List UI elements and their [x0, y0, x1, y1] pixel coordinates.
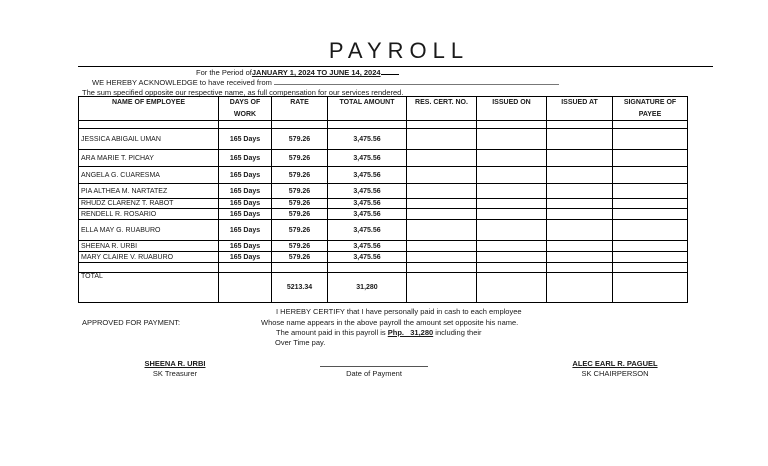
rate: 579.26: [272, 150, 328, 167]
issued-on: [477, 167, 547, 184]
chairperson-name: ALEC EARL R. PAGUEL: [572, 359, 658, 368]
total-rate: 5213.34: [272, 273, 328, 303]
rate: 579.26: [272, 241, 328, 252]
date-of-payment-label: Date of Payment: [346, 369, 402, 378]
table-row: [79, 150, 688, 167]
days-of-work: 165 Days: [219, 209, 272, 220]
signature-cell: [613, 209, 688, 220]
signature-cell: [613, 150, 688, 167]
grand-total-amount: 31,280: [328, 273, 407, 303]
issued-on: [477, 129, 547, 150]
total-amount: 3,475.56: [328, 220, 407, 241]
payroll-table: [78, 96, 688, 303]
employee-name: ARA MARIE T. PICHAY: [79, 150, 219, 167]
days-of-work: 165 Days: [219, 129, 272, 150]
res-cert-no: [407, 252, 477, 263]
header-rate: RATE: [272, 97, 328, 121]
res-cert-no: [407, 184, 477, 199]
treasurer-name: SHEENA R. URBI: [144, 359, 206, 368]
header-issued-on: ISSUED ON: [477, 97, 547, 121]
total-amount: 3,475.56: [328, 199, 407, 209]
table-row: [79, 252, 688, 263]
amount-line: [276, 328, 482, 337]
employee-name: RHUDZ CLARENZ T. RABOT: [79, 199, 219, 209]
approved-for-payment-label: APPROVED FOR PAYMENT:: [82, 318, 181, 327]
days-of-work: 165 Days: [219, 252, 272, 263]
res-cert-no: [407, 129, 477, 150]
total-amount: 3,475.56: [328, 184, 407, 199]
header-res-cert: RES. CERT. NO.: [407, 97, 477, 121]
res-cert-no: [407, 167, 477, 184]
issued-on: [477, 184, 547, 199]
period-value: JANUARY 1, 2024 TO JUNE 14, 2024: [251, 68, 381, 77]
employee-name: ELLA MAY G. RUABURO: [79, 220, 219, 241]
table-row: [79, 209, 688, 220]
table-row: [79, 129, 688, 150]
total-amount: 3,475.56: [328, 252, 407, 263]
table-header-row: [79, 97, 688, 121]
issued-on: [477, 220, 547, 241]
header-signature: SIGNATURE OF PAYEE: [613, 97, 688, 121]
rate: 579.26: [272, 220, 328, 241]
issued-at: [547, 167, 613, 184]
issued-on: [477, 252, 547, 263]
chairperson-title: SK CHAIRPERSON: [581, 369, 649, 378]
days-of-work: 165 Days: [219, 184, 272, 199]
table-row: [79, 241, 688, 252]
issued-at: [547, 150, 613, 167]
employee-name: JESSICA ABIGAIL UMAN: [79, 129, 219, 150]
signature-cell: [613, 241, 688, 252]
rate: 579.26: [272, 199, 328, 209]
employee-name: PIA ALTHEA M. NARTATEZ: [79, 184, 219, 199]
issued-at: [547, 129, 613, 150]
total-label: TOTAL: [79, 273, 219, 303]
res-cert-no: [407, 150, 477, 167]
signature-cell: [613, 220, 688, 241]
res-cert-no: [407, 241, 477, 252]
signature-cell: [613, 129, 688, 150]
signature-cell: [613, 184, 688, 199]
header-issued-at: ISSUED AT: [547, 97, 613, 121]
table-row: [79, 184, 688, 199]
table-spacer-row: [79, 121, 688, 129]
header-days: DAYS OF WORK: [219, 97, 272, 121]
table-spacer-row: [79, 263, 688, 273]
res-cert-no: [407, 220, 477, 241]
total-row: [79, 273, 688, 303]
amount-value: Php. 31,280: [387, 328, 434, 337]
acknowledge-blank: [274, 78, 559, 85]
table-row: [79, 220, 688, 241]
employee-name: ANGELA G. CUARESMA: [79, 167, 219, 184]
total-amount: 3,475.56: [328, 167, 407, 184]
rate: 579.26: [272, 129, 328, 150]
days-of-work: 165 Days: [219, 241, 272, 252]
signature-cell: [613, 252, 688, 263]
overtime-text: Over Time pay.: [275, 338, 326, 347]
sum-text: The sum specified opposite our respective name, as full compensation for our services rendered.: [82, 88, 404, 97]
employee-name: MARY CLAIRE V. RUABURO: [79, 252, 219, 263]
rate: 579.26: [272, 184, 328, 199]
total-amount: 3,475.56: [328, 150, 407, 167]
header-name: NAME OF EMPLOYEE: [79, 97, 219, 121]
rate: 579.26: [272, 167, 328, 184]
table-row: [79, 167, 688, 184]
total-amount: 3,475.56: [328, 129, 407, 150]
issued-at: [547, 220, 613, 241]
rate: 579.26: [272, 209, 328, 220]
header-total: TOTAL AMOUNT: [328, 97, 407, 121]
employee-name: RENDELL R. ROSARIO: [79, 209, 219, 220]
table-row: [79, 199, 688, 209]
rate: 579.26: [272, 252, 328, 263]
period-label: For the Period of: [196, 68, 252, 77]
acknowledge-line: [92, 78, 559, 87]
issued-on: [477, 199, 547, 209]
res-cert-no: [407, 209, 477, 220]
signature-cell: [613, 167, 688, 184]
date-of-payment-line: [320, 366, 428, 367]
days-of-work: 165 Days: [219, 220, 272, 241]
days-of-work: 165 Days: [219, 199, 272, 209]
issued-at: [547, 252, 613, 263]
issued-on: [477, 150, 547, 167]
acknowledge-text: WE HEREBY ACKNOWLEDGE to have received from: [92, 78, 272, 87]
certify-line-2: Whose name appears in the above payroll the amount set opposite his name.: [261, 318, 519, 327]
total-amount: 3,475.56: [328, 241, 407, 252]
issued-on: [477, 209, 547, 220]
days-of-work: 165 Days: [219, 150, 272, 167]
issued-at: [547, 209, 613, 220]
employee-name: SHEENA R. URBI: [79, 241, 219, 252]
certify-line-1: I HEREBY CERTIFY that I have personally paid in cash to each employee: [276, 307, 522, 316]
title-divider: [78, 66, 713, 67]
issued-at: [547, 199, 613, 209]
treasurer-title: SK Treasurer: [152, 369, 198, 378]
payroll-title: PAYROLL: [328, 38, 470, 63]
period-line: [196, 68, 399, 77]
days-of-work: 165 Days: [219, 167, 272, 184]
signature-cell: [613, 199, 688, 209]
res-cert-no: [407, 199, 477, 209]
amount-prefix: The amount paid in this payroll is: [276, 328, 386, 337]
issued-at: [547, 184, 613, 199]
total-amount: 3,475.56: [328, 209, 407, 220]
amount-suffix: including their: [435, 328, 482, 337]
issued-at: [547, 241, 613, 252]
issued-on: [477, 241, 547, 252]
